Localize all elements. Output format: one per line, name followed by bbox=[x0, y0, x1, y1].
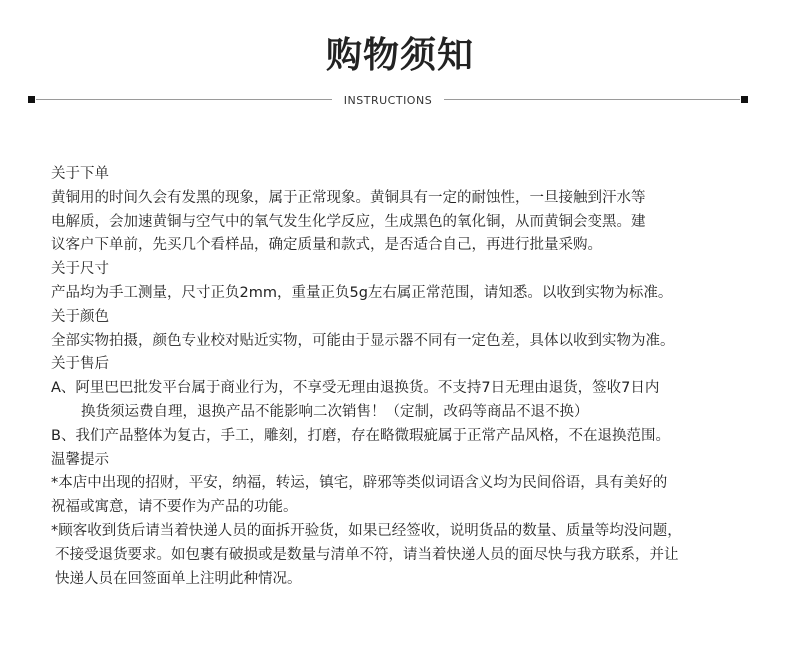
aftersale-item-a-continued: 换货须运费自理，退换产品不能影响二次销售！（定制，改码等商品不退不换） bbox=[81, 403, 589, 420]
instructions-body bbox=[51, 163, 751, 591]
aftersale-item-b: B、我们产品整体为复古，手工，雕刻，打磨，存在略微瑕疵属于正常产品风格，不在退换范围。 bbox=[51, 427, 670, 444]
section-heading-order: 关于下单 bbox=[51, 166, 109, 182]
page-title: 购物须知 bbox=[325, 35, 474, 76]
tips-note-2-continued: 快递人员在回签面单上注明此种情况。 bbox=[55, 570, 302, 587]
size-text-line: 产品均为手工测量，尺寸正负2mm，重量正负5g左右属正常范围，请知悉。以收到实物为标准。 bbox=[51, 284, 673, 301]
page-subtitle: INSTRUCTIONS bbox=[343, 94, 433, 107]
tips-note-1: *本店中出现的招财，平安，纳福，转运，镇宅，辟邪等类似词语含义均为民间俗语，具有美好的 bbox=[51, 475, 668, 492]
section-heading-tips: 温馨提示 bbox=[51, 451, 109, 468]
order-text-line: 黄铜用的时间久会有发黑的现象，属于正常现象。黄铜具有一定的耐蚀性，一旦接触到汗水等 bbox=[51, 189, 646, 206]
title-divider bbox=[28, 92, 748, 110]
color-text-line: 全部实物拍摄，颜色专业校对贴近实物，可能由于显示器不同有一定色差，具体以收到实物为准。 bbox=[51, 332, 675, 349]
tips-note-1-continued: 祝福或寓意，请不要作为产品的功能。 bbox=[51, 499, 298, 516]
section-heading-aftersale: 关于售后 bbox=[51, 356, 109, 373]
tips-note-2: *顾客收到货后请当着快递人员的面拆开验货，如果已经签收，说明货品的数量、质量等均没问题， bbox=[51, 522, 682, 539]
divider-square-right bbox=[741, 96, 748, 103]
section-heading-color: 关于颜色 bbox=[51, 308, 109, 325]
tips-note-2-continued: 不接受退货要求。如包裹有破损或是数量与清单不符，请当着快递人员的面尽快与我方联系，并让 bbox=[55, 546, 679, 563]
order-text-line: 议客户下单前，先买几个看样品，确定质量和款式，是否适合自己，再进行批量采购。 bbox=[51, 237, 602, 254]
section-heading-size: 关于尺寸 bbox=[51, 261, 109, 278]
aftersale-item-a: A、阿里巴巴批发平台属于商业行为，不享受无理由退换货。不支持7日无理由退货，签收7日内 bbox=[51, 380, 660, 397]
divider-line-right bbox=[444, 99, 740, 100]
order-text-line: 电解质，会加速黄铜与空气中的氧气发生化学反应，生成黑色的氧化铜，从而黄铜会变黑。建 bbox=[51, 213, 646, 230]
